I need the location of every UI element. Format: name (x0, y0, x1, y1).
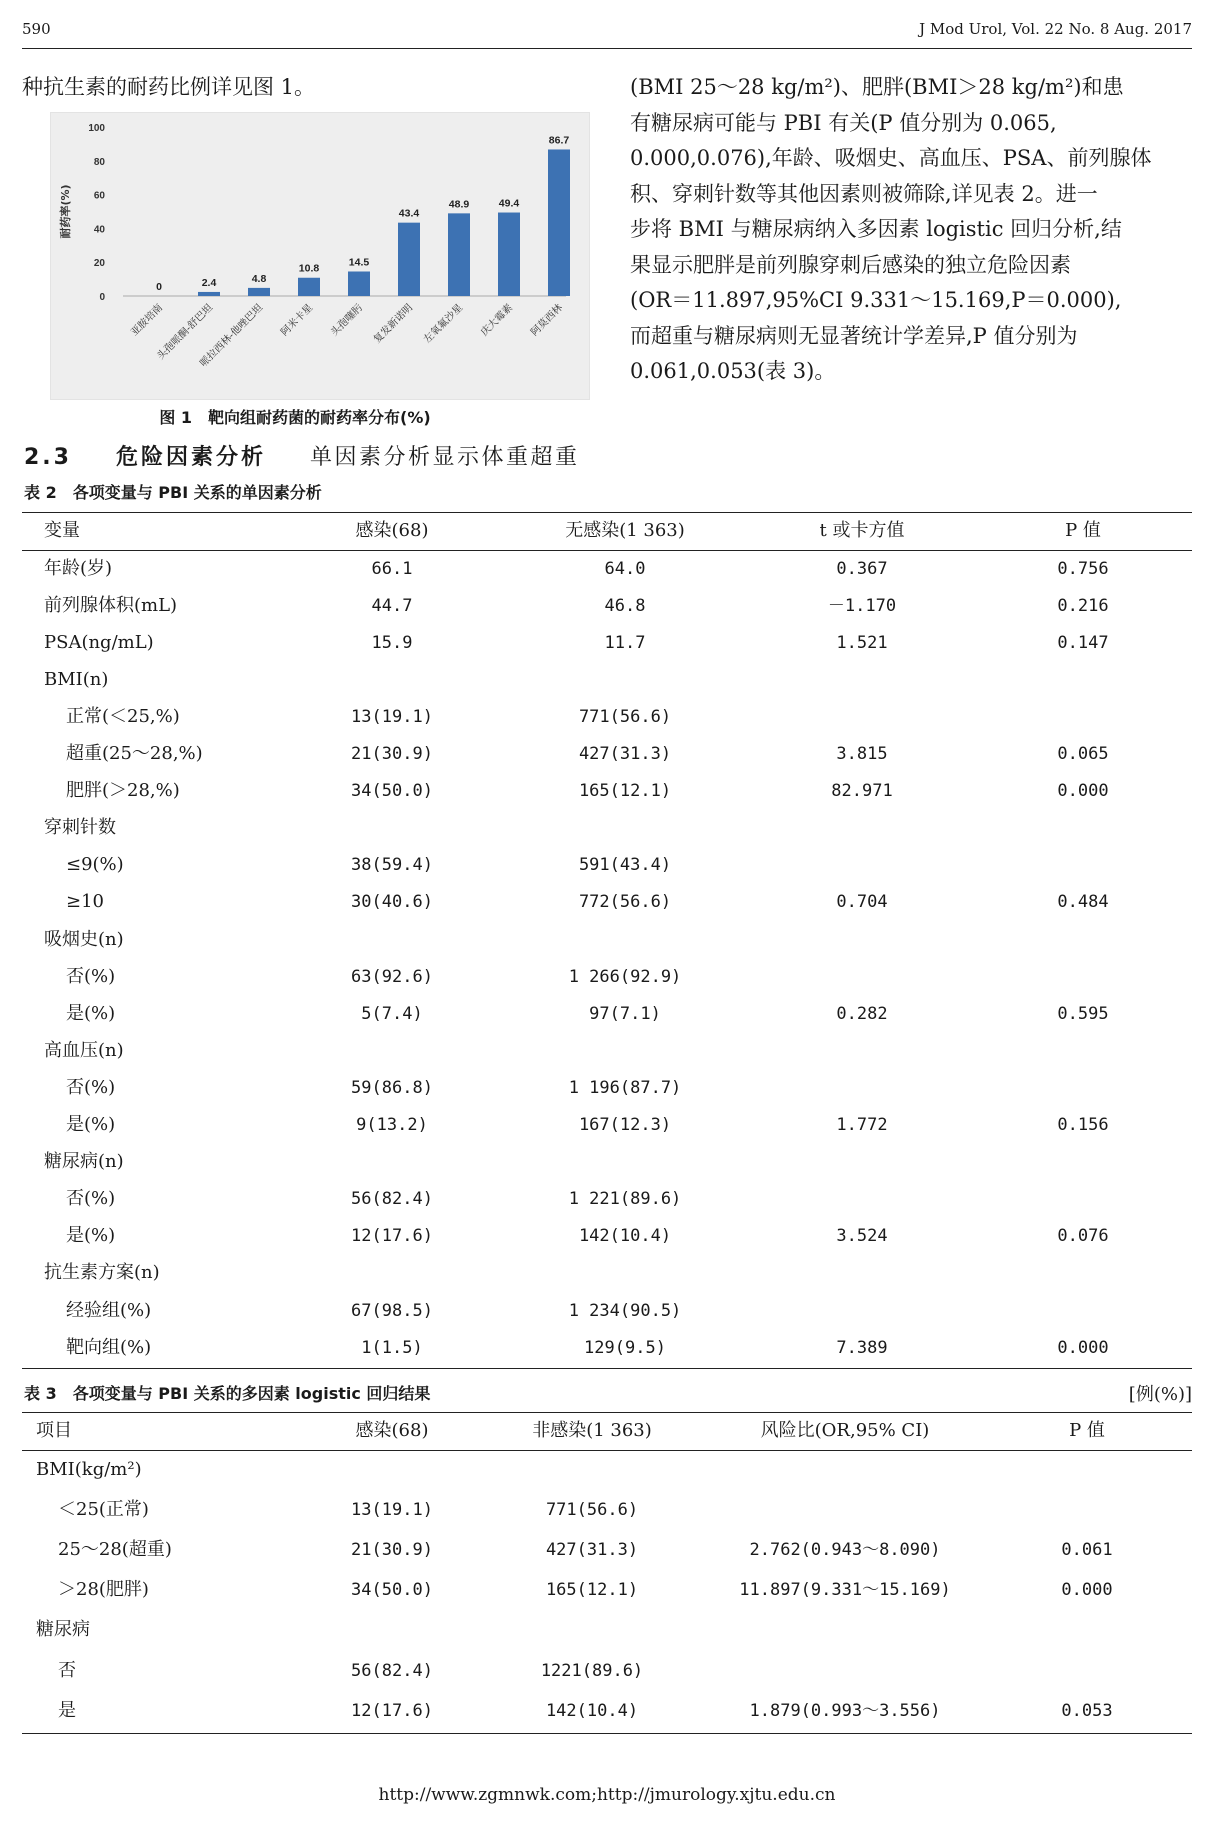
y-axis-label: 耐药率(%) (59, 184, 72, 239)
table2-cell: 34(50.0) (351, 781, 433, 802)
table2-cell: 66.1 (371, 558, 413, 579)
table3-cell: 2.762(0.943～8.090) (749, 1540, 941, 1561)
right-line: 而超重与糖尿病则无显著统计学差异,P 值分别为 (630, 323, 1078, 348)
bar (448, 213, 470, 296)
table2-cell: 0.704 (836, 892, 888, 913)
page-number: 590 (22, 20, 51, 38)
table3-bottom-rule (22, 1733, 1192, 1734)
table2-cell: 21(30.9) (351, 744, 433, 765)
table3-cell: 12(17.6) (351, 1700, 433, 1721)
table2-row-label: ≥10 (66, 891, 104, 913)
table2-cell: 1 196(87.7) (568, 1077, 682, 1098)
table2-cell: 46.8 (604, 595, 646, 616)
table2-bottom-rule (22, 1368, 1192, 1369)
table2-cell: 165(12.1) (578, 781, 672, 802)
table2-cell: 38(59.4) (351, 855, 433, 876)
table3-row-label: ＜25(正常) (58, 1499, 149, 1521)
table3-cell: 56(82.4) (351, 1660, 433, 1681)
table3-cell: 1.879(0.993～3.556) (749, 1700, 941, 1721)
table3-row-label: ＞28(肥胖) (58, 1579, 149, 1601)
table2-cell: 0.147 (1057, 632, 1109, 653)
right-line: 积、穿刺针数等其他因素则被筛除,详见表 2。进一 (630, 181, 1098, 206)
table3-header: 项目 (36, 1420, 72, 1441)
bar (498, 213, 520, 296)
table3-header: 感染(68) (355, 1420, 429, 1441)
table2-cell: 772(56.6) (578, 892, 672, 913)
table2-cell: 82.971 (831, 781, 893, 802)
table2-cell: 1 266(92.9) (568, 966, 682, 987)
table2-cell: 0.595 (1057, 1003, 1109, 1024)
table3-cell: 0.000 (1061, 1580, 1113, 1601)
table3-cell: 771(56.6) (545, 1500, 639, 1521)
right-line: (OR＝11.897,95%CI 9.331～15.169,P＝0.000), (630, 288, 1122, 312)
table3-cell: 21(30.9) (351, 1540, 433, 1561)
section-title: 危险因素分析 (115, 445, 266, 470)
table2-cell: 0.156 (1057, 1115, 1109, 1136)
table2-row-label: 抗生素方案(n) (44, 1262, 160, 1284)
bar (398, 223, 420, 296)
value-label: 43.4 (398, 207, 420, 220)
table3-cell: 142(10.4) (545, 1700, 639, 1721)
y-tick-label: 60 (93, 190, 105, 202)
table2-row-label: 前列腺体积(mL) (44, 594, 178, 616)
table2-header-rule (22, 550, 1192, 551)
table2-cell: 44.7 (371, 595, 413, 616)
value-label: 48.9 (448, 198, 470, 211)
section-number: 2.3 (24, 445, 72, 470)
table2-row-label: 是(%) (66, 1114, 116, 1136)
table2-cell: 1 234(90.5) (568, 1300, 682, 1321)
bar-chart (50, 112, 590, 400)
bar (548, 149, 570, 296)
category-label: 庆大霉素 (479, 302, 516, 339)
table2-row-label: 肥胖(＞28,%) (66, 780, 180, 802)
left-line: 种抗生素的耐药比例详见图 1。 (22, 75, 316, 99)
table2-row-label: 否(%) (66, 965, 116, 987)
bar (198, 292, 220, 296)
table2-row-label: 高血压(n) (44, 1039, 124, 1061)
table2-cell: 0.000 (1057, 781, 1109, 802)
table2-row-label: 靶向组(%) (66, 1336, 152, 1358)
table3-cell: 11.897(9.331～15.169) (739, 1580, 951, 1601)
y-tick-label: 100 (88, 123, 105, 134)
table3-header: 风险比(OR,95% CI) (760, 1420, 930, 1441)
table3-cell: 0.061 (1061, 1540, 1113, 1561)
table2-cell: 0.367 (836, 558, 888, 579)
table3-top-rule (22, 1412, 1192, 1413)
table3-cell: 34(50.0) (351, 1580, 433, 1601)
table2-row-label: 经验组(%) (66, 1299, 152, 1321)
table3-header-rule (22, 1450, 1192, 1451)
table2-cell: 9(13.2) (356, 1115, 428, 1136)
table2-row-label: 吸烟史(n) (44, 928, 124, 950)
right-line: (BMI 25～28 kg/m²)、肥胖(BMI＞28 kg/m²)和患 (630, 75, 1124, 99)
value-label: 4.8 (251, 272, 267, 285)
table2-cell: 591(43.4) (578, 855, 672, 876)
table2-cell: 0.000 (1057, 1337, 1109, 1358)
table2-top-rule (22, 512, 1192, 513)
right-line: 果显示肥胖是前列腺穿刺后感染的独立危险因素 (630, 252, 1071, 277)
table2-row-label: 是(%) (66, 1002, 116, 1024)
table2-header: t 或卡方值 (819, 520, 905, 541)
figure-caption: 图 1 靶向组耐药菌的耐药率分布(%) (159, 408, 431, 427)
bar (248, 288, 270, 296)
table2-cell: 771(56.6) (578, 706, 672, 727)
table2-row-label: 糖尿病(n) (44, 1151, 124, 1173)
table2-cell: 0.065 (1057, 744, 1109, 765)
table2-cell: 0.216 (1057, 595, 1109, 616)
table2-cell: 3.524 (836, 1226, 888, 1247)
table2-cell: 3.815 (836, 744, 888, 765)
table2-cell: 64.0 (604, 558, 646, 579)
value-label: 86.7 (548, 134, 570, 147)
bar (348, 271, 370, 296)
right-paragraph (630, 70, 1192, 390)
table2-cell: 56(82.4) (351, 1189, 433, 1210)
table3-cell: 165(12.1) (545, 1580, 639, 1601)
table2-cell: 0.076 (1057, 1226, 1109, 1247)
table2-cell: 67(98.5) (351, 1300, 433, 1321)
table2-cell: 59(86.8) (351, 1077, 433, 1098)
category-label: 阿米卡星 (279, 302, 316, 339)
table2-cell: 1.772 (836, 1115, 888, 1136)
table3-header: P 值 (1069, 1420, 1105, 1441)
table2-cell: 427(31.3) (578, 744, 672, 765)
table2-cell: 1(1.5) (361, 1337, 423, 1358)
table2-header: 变量 (44, 520, 80, 541)
category-label: 左氧氟沙星 (421, 302, 466, 346)
table2-header: 感染(68) (355, 520, 429, 541)
table2-cell: 1 221(89.6) (568, 1189, 682, 1210)
category-label: 哌拉西林-他唑巴坦 (198, 302, 266, 370)
table2-row-label: 正常(＜25,%) (66, 705, 180, 727)
category-label: 阿莫西林 (529, 302, 566, 339)
table2-row-label: 年龄(岁) (44, 557, 113, 579)
table2-cell: 1.521 (836, 632, 888, 653)
table2-cell: 0.282 (836, 1003, 888, 1024)
header-rule (22, 48, 1192, 49)
table2-cell: 97(7.1) (589, 1003, 661, 1024)
table2-caption: 表 2 各项变量与 PBI 关系的单因素分析 (24, 483, 322, 502)
table2-row-label: 是(%) (66, 1225, 116, 1247)
table2-cell: －1.170 (827, 595, 897, 616)
value-label: 10.8 (298, 262, 320, 275)
table3-header: 非感染(1 363) (532, 1420, 652, 1441)
table2-cell: 0.756 (1057, 558, 1109, 579)
category-label: 亚胺培南 (129, 302, 166, 339)
table2-row-label: PSA(ng/mL) (44, 631, 154, 653)
journal-header: J Mod Urol, Vol. 22 No. 8 Aug. 2017 (919, 20, 1192, 38)
bar (298, 278, 320, 296)
value-label: 14.5 (348, 256, 370, 269)
table2-cell: 129(9.5) (584, 1337, 666, 1358)
value-label: 0 (156, 281, 162, 293)
right-line: 有糖尿病可能与 PBI 有关(P 值分别为 0.065, (630, 110, 1057, 135)
table2-row-label: BMI(n) (44, 668, 109, 690)
y-tick-label: 40 (93, 224, 105, 236)
table3-cell: 13(19.1) (351, 1500, 433, 1521)
section-text: 单因素分析显示体重超重 (310, 445, 580, 470)
table2-cell: 5(7.4) (361, 1003, 423, 1024)
table3-row-label: 是 (58, 1699, 76, 1721)
table2-cell: 12(17.6) (351, 1226, 433, 1247)
table3-row-label: 糖尿病 (36, 1619, 90, 1641)
table2-cell: 0.484 (1057, 892, 1109, 913)
y-tick-label: 80 (93, 156, 105, 168)
table2-row-label: 否(%) (66, 1076, 116, 1098)
chart-svg (51, 113, 589, 399)
category-label: 头孢噻肟 (329, 302, 366, 339)
table2-cell: 63(92.6) (351, 966, 433, 987)
table2-row-label: 超重(25～28,%) (66, 743, 203, 765)
table2-cell: 11.7 (604, 632, 646, 653)
category-label: 复发新诺明 (371, 302, 416, 346)
table3-cell: 427(31.3) (545, 1540, 639, 1561)
left-paragraph (22, 70, 315, 106)
right-line: 步将 BMI 与糖尿病纳入多因素 logistic 回归分析,结 (630, 217, 1122, 241)
right-line: 0.000,0.076),年龄、吸烟史、高血压、PSA、前列腺体 (630, 146, 1152, 170)
y-tick-label: 20 (93, 258, 105, 270)
table3-unit: [例(%)] (1128, 1384, 1192, 1405)
table3-cell: 1221(89.6) (540, 1660, 644, 1681)
value-label: 49.4 (498, 197, 520, 210)
y-tick-label: 0 (99, 292, 105, 303)
table3-row-label: BMI(kg/m²) (36, 1459, 142, 1481)
table2-row-label: ≤9(%) (66, 854, 124, 876)
category-label: 头孢哌酮-舒巴坦 (155, 302, 216, 363)
table2-cell: 15.9 (371, 632, 413, 653)
value-label: 2.4 (201, 276, 217, 289)
table3-caption: 表 3 各项变量与 PBI 关系的多因素 logistic 回归结果 (24, 1384, 431, 1403)
table2-cell: 142(10.4) (578, 1226, 672, 1247)
table3-cell: 0.053 (1061, 1700, 1113, 1721)
table3-row-label: 25～28(超重) (58, 1539, 172, 1561)
table2-header: P 值 (1065, 520, 1101, 541)
page-footer: http://www.zgmnwk.com;http://jmurology.xjtu.edu.cn (378, 1785, 836, 1805)
table2-cell: 13(19.1) (351, 706, 433, 727)
section-heading (24, 440, 580, 471)
table2-header: 无感染(1 363) (565, 520, 685, 541)
table2-row-label: 穿刺针数 (44, 817, 116, 839)
table2-cell: 30(40.6) (351, 892, 433, 913)
table2-row-label: 否(%) (66, 1188, 116, 1210)
table2-cell: 167(12.3) (578, 1115, 672, 1136)
right-line: 0.061,0.053(表 3)。 (630, 359, 836, 383)
table2-cell: 7.389 (836, 1337, 888, 1358)
table3-row-label: 否 (58, 1659, 76, 1681)
